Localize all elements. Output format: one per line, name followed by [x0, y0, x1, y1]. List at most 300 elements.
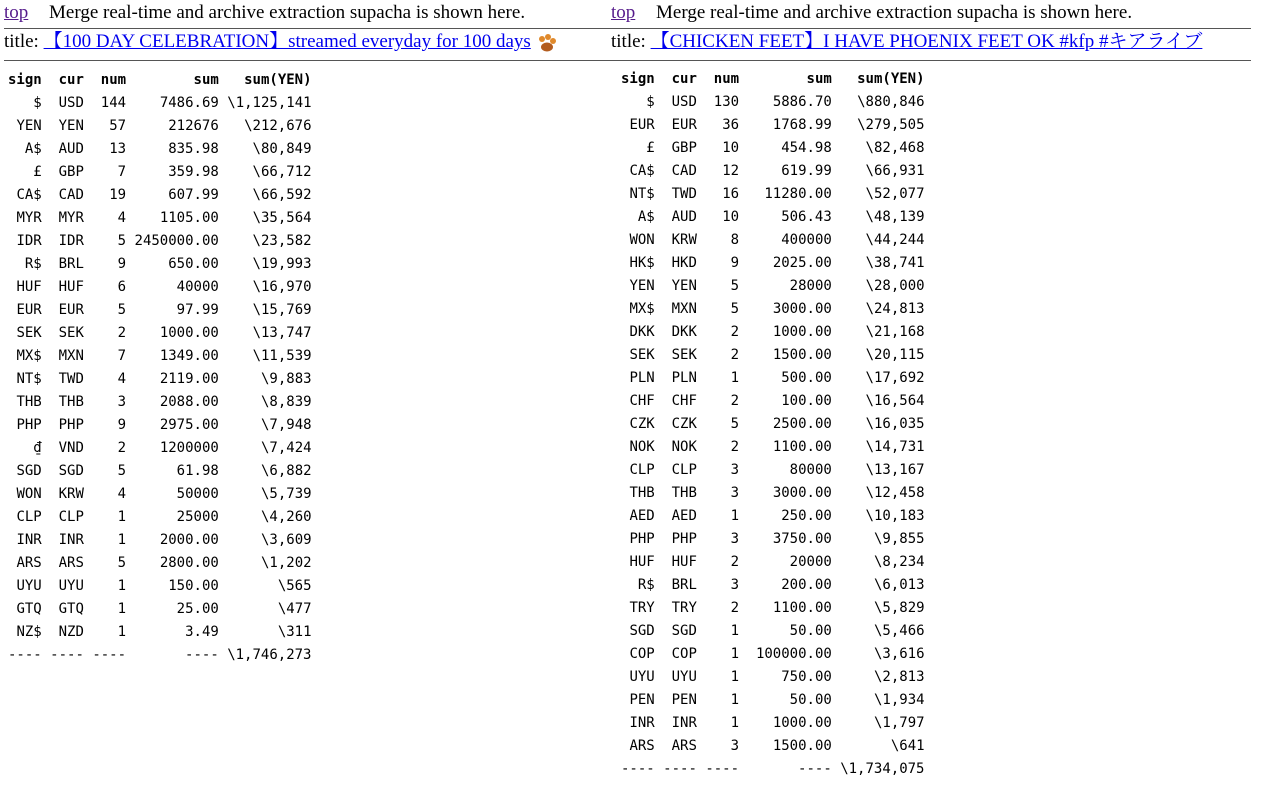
sign-cell: CLP: [629, 462, 655, 478]
right-pane: [611, 0, 1251, 792]
sum-yen-cell: \66,931: [865, 163, 925, 179]
currency-cell: THB: [671, 485, 697, 501]
sum-yen-cell: \35,564: [252, 210, 312, 226]
top-line: [4, 0, 611, 29]
currency-cell: GTQ: [58, 601, 84, 617]
sum-yen-cell: \1,125,141: [227, 95, 312, 111]
table-row: [621, 298, 1251, 321]
table-row: [8, 299, 611, 322]
currency-cell: COP: [671, 646, 697, 662]
currency-cell: SEK: [58, 325, 84, 341]
sum-yen-cell: \477: [277, 601, 312, 617]
currency-cell: KRW: [671, 232, 697, 248]
sum-yen-cell: \3,616: [873, 646, 925, 662]
table-row: [8, 483, 611, 506]
table-row: [621, 459, 1251, 482]
sum-cell: 2450000.00: [134, 233, 219, 249]
sum-yen-cell: \1,934: [873, 692, 925, 708]
currency-cell: GBP: [58, 164, 84, 180]
sign-cell: THB: [16, 394, 42, 410]
currency-cell: USD: [58, 95, 84, 111]
table-row: [8, 322, 611, 345]
currency-cell: CLP: [58, 509, 84, 525]
sum-yen-cell: \9,855: [873, 531, 925, 547]
count-cell: 2: [730, 347, 740, 363]
sign-cell: ----: [621, 761, 655, 777]
table-row: [621, 528, 1251, 551]
sum-yen-cell: \12,458: [865, 485, 925, 501]
stream-title-link[interactable]: 【CHICKEN FEET】I HAVE PHOENIX FEET OK #kfp #キアライブ: [650, 31, 1203, 52]
sum-yen-cell: \16,564: [865, 393, 925, 409]
table-row: [8, 414, 611, 437]
table-row: [8, 391, 611, 414]
currency-cell: ----: [50, 647, 84, 663]
sum-cell: 454.98: [781, 140, 832, 156]
count-cell: 1: [730, 370, 740, 386]
currency-cell: DKK: [671, 324, 697, 340]
table-row: [8, 276, 611, 299]
sign-cell: $: [33, 95, 42, 111]
sign-cell: COP: [629, 646, 655, 662]
currency-cell: CLP: [671, 462, 697, 478]
sum-yen-cell: \1,202: [260, 555, 312, 571]
sum-yen-cell: \48,139: [865, 209, 925, 225]
count-cell: 3: [730, 531, 740, 547]
sum-cell: 3000.00: [772, 485, 832, 501]
sign-cell: A$: [637, 209, 655, 225]
count-cell: 130: [713, 94, 740, 110]
table-row: [621, 206, 1251, 229]
sum-yen-cell: \13,747: [252, 325, 312, 341]
sum-yen-cell: \80,849: [252, 141, 312, 157]
sum-cell: 750.00: [781, 669, 832, 685]
table-row: [8, 529, 611, 552]
sum-cell: 100000.00: [755, 646, 832, 662]
count-cell: 8: [730, 232, 740, 248]
title-line: [611, 29, 1251, 61]
sum-cell: sum: [193, 72, 219, 88]
sum-cell: 1768.99: [772, 117, 832, 133]
table-total-row: [621, 758, 1251, 781]
sum-cell: 835.98: [168, 141, 219, 157]
sign-cell: MX$: [16, 348, 42, 364]
table-row: [621, 735, 1251, 758]
table-row: [621, 712, 1251, 735]
count-cell: 5: [117, 463, 127, 479]
table-row: [8, 161, 611, 184]
sum-yen-cell: \14,731: [865, 439, 925, 455]
table-row: [621, 413, 1251, 436]
top-link[interactable]: top: [4, 2, 29, 23]
count-cell: 1: [730, 692, 740, 708]
currency-cell: TWD: [58, 371, 84, 387]
count-cell: 144: [100, 95, 127, 111]
sign-cell: EUR: [16, 302, 42, 318]
table-row: [621, 275, 1251, 298]
currency-cell: GBP: [671, 140, 697, 156]
table-row: [8, 598, 611, 621]
count-cell: 5: [117, 555, 127, 571]
count-cell: num: [713, 71, 740, 87]
sign-cell: PLN: [629, 370, 655, 386]
table-row: [8, 460, 611, 483]
sum-yen-cell: \6,882: [260, 463, 312, 479]
count-cell: 1: [117, 509, 127, 525]
sum-cell: 2975.00: [159, 417, 219, 433]
count-cell: 1: [117, 532, 127, 548]
sum-yen-cell: \66,592: [252, 187, 312, 203]
header-description: Merge real-time and archive extraction supacha is shown here.: [49, 2, 526, 23]
sum-cell: 359.98: [168, 164, 219, 180]
top-link[interactable]: top: [611, 2, 636, 23]
sign-cell: MX$: [629, 301, 655, 317]
sum-yen-cell: \20,115: [865, 347, 925, 363]
count-cell: 4: [117, 371, 127, 387]
sum-yen-cell: \641: [890, 738, 925, 754]
sum-yen-cell: sum(YEN): [244, 72, 312, 88]
table-row: [621, 367, 1251, 390]
sum-yen-cell: \8,839: [260, 394, 312, 410]
sum-cell: ----: [185, 647, 219, 663]
table-row: [8, 184, 611, 207]
currency-cell: MXN: [58, 348, 84, 364]
count-cell: 1: [730, 508, 740, 524]
sum-yen-cell: \66,712: [252, 164, 312, 180]
currency-cell: CAD: [671, 163, 697, 179]
sum-yen-cell: \8,234: [873, 554, 925, 570]
sum-cell: 61.98: [176, 463, 219, 479]
header: [611, 0, 1251, 61]
count-cell: 3: [730, 485, 740, 501]
sum-cell: 1000.00: [159, 325, 219, 341]
sign-cell: SEK: [629, 347, 655, 363]
currency-cell: IDR: [58, 233, 84, 249]
sum-cell: 250.00: [781, 508, 832, 524]
sign-cell: HUF: [629, 554, 655, 570]
sum-cell: 1500.00: [772, 738, 832, 754]
currency-cell: PHP: [671, 531, 697, 547]
sign-cell: INR: [16, 532, 42, 548]
sum-cell: 506.43: [781, 209, 832, 225]
sign-cell: sign: [8, 72, 42, 88]
currency-cell: YEN: [671, 278, 697, 294]
sum-cell: 3.49: [185, 624, 219, 640]
count-cell: 5: [730, 301, 740, 317]
currency-cell: MYR: [58, 210, 84, 226]
sum-cell: 607.99: [168, 187, 219, 203]
table-header-row: [8, 69, 611, 92]
currency-cell: cur: [671, 71, 697, 87]
table-row: [621, 620, 1251, 643]
sum-cell: 400000: [781, 232, 832, 248]
table-row: [621, 137, 1251, 160]
sign-cell: SGD: [629, 623, 655, 639]
count-cell: 7: [117, 164, 127, 180]
sum-yen-cell: \9,883: [260, 371, 312, 387]
sum-yen-cell: \311: [277, 624, 312, 640]
currency-cell: AUD: [58, 141, 84, 157]
sign-cell: R$: [24, 256, 42, 272]
sign-cell: INR: [629, 715, 655, 731]
currency-cell: KRW: [58, 486, 84, 502]
sign-cell: NT$: [16, 371, 42, 387]
title-label: title:: [4, 31, 39, 52]
sum-yen-cell: \5,739: [260, 486, 312, 502]
count-cell: 3: [730, 462, 740, 478]
count-cell: 2: [117, 325, 127, 341]
sum-cell: 2025.00: [772, 255, 832, 271]
sum-yen-cell: \5,829: [873, 600, 925, 616]
sum-yen-cell: \1,734,075: [840, 761, 925, 777]
sum-yen-cell: \6,013: [873, 577, 925, 593]
currency-cell: EUR: [671, 117, 697, 133]
count-cell: 1: [730, 715, 740, 731]
currency-cell: PEN: [671, 692, 697, 708]
sum-yen-cell: \7,424: [260, 440, 312, 456]
currency-cell: HUF: [58, 279, 84, 295]
table-row: [8, 207, 611, 230]
count-cell: 4: [117, 486, 127, 502]
table-row: [621, 436, 1251, 459]
sum-cell: 28000: [789, 278, 832, 294]
count-cell: 13: [109, 141, 127, 157]
sum-yen-cell: \1,797: [873, 715, 925, 731]
currency-cell: CAD: [58, 187, 84, 203]
currency-cell: NOK: [671, 439, 697, 455]
sum-yen-cell: \16,970: [252, 279, 312, 295]
title-label: title:: [611, 31, 646, 52]
mascot-paw-icon: [536, 33, 558, 53]
sum-yen-cell: \82,468: [865, 140, 925, 156]
header-description: Merge real-time and archive extraction supacha is shown here.: [656, 2, 1133, 23]
sum-cell: 2088.00: [159, 394, 219, 410]
sum-yen-cell: \19,993: [252, 256, 312, 272]
sum-yen-cell: \7,948: [260, 417, 312, 433]
currency-cell: PHP: [58, 417, 84, 433]
sum-yen-cell: \15,769: [252, 302, 312, 318]
currency-cell: VND: [58, 440, 84, 456]
currency-cell: SGD: [58, 463, 84, 479]
sign-cell: CA$: [629, 163, 655, 179]
sign-cell: CHF: [629, 393, 655, 409]
sign-cell: ₫: [33, 440, 42, 456]
sum-cell: 650.00: [168, 256, 219, 272]
count-cell: 9: [730, 255, 740, 271]
sign-cell: YEN: [629, 278, 655, 294]
count-cell: 2: [730, 600, 740, 616]
sign-cell: PEN: [629, 692, 655, 708]
sum-cell: 2500.00: [772, 416, 832, 432]
sum-cell: 150.00: [168, 578, 219, 594]
count-cell: 5: [117, 233, 127, 249]
table-row: [8, 368, 611, 391]
count-cell: 5: [117, 302, 127, 318]
sum-yen-cell: sum(YEN): [857, 71, 925, 87]
sign-cell: $: [646, 94, 655, 110]
sum-yen-cell: \28,000: [865, 278, 925, 294]
currency-cell: YEN: [58, 118, 84, 134]
table-row: [621, 482, 1251, 505]
sign-cell: ----: [8, 647, 42, 663]
sum-cell: 1100.00: [772, 600, 832, 616]
sum-cell: 1349.00: [159, 348, 219, 364]
sum-yen-cell: \13,167: [865, 462, 925, 478]
count-cell: 1: [730, 623, 740, 639]
count-cell: 1: [730, 669, 740, 685]
currency-cell: ----: [663, 761, 697, 777]
count-cell: 2: [117, 440, 127, 456]
sum-cell: 500.00: [781, 370, 832, 386]
sum-cell: 50.00: [789, 692, 832, 708]
table-row: [621, 114, 1251, 137]
table-row: [621, 597, 1251, 620]
table-row: [621, 643, 1251, 666]
count-cell: 10: [722, 209, 740, 225]
sign-cell: sign: [621, 71, 655, 87]
currency-cell: UYU: [671, 669, 697, 685]
sum-cell: 1000.00: [772, 715, 832, 731]
table-row: [8, 115, 611, 138]
sum-yen-cell: \279,505: [857, 117, 925, 133]
currency-cell: TRY: [671, 600, 697, 616]
sign-cell: TRY: [629, 600, 655, 616]
sign-cell: AED: [629, 508, 655, 524]
sum-cell: 1500.00: [772, 347, 832, 363]
sum-yen-cell: \11,539: [252, 348, 312, 364]
currency-cell: CHF: [671, 393, 697, 409]
currency-cell: NZD: [58, 624, 84, 640]
sum-cell: sum: [806, 71, 832, 87]
sign-cell: MYR: [16, 210, 42, 226]
sum-cell: 40000: [176, 279, 219, 295]
sum-yen-cell: \3,609: [260, 532, 312, 548]
sign-cell: HK$: [629, 255, 655, 271]
sum-yen-cell: \24,813: [865, 301, 925, 317]
currency-cell: HUF: [671, 554, 697, 570]
table-row: [8, 345, 611, 368]
table-row: [8, 437, 611, 460]
top-line: [611, 0, 1251, 29]
sum-yen-cell: \17,692: [865, 370, 925, 386]
table-row: [8, 621, 611, 644]
sum-cell: 50.00: [789, 623, 832, 639]
sum-cell: 1000.00: [772, 324, 832, 340]
stream-title-link[interactable]: 【100 DAY CELEBRATION】streamed everyday for 100 days: [43, 31, 531, 52]
table-row: [8, 253, 611, 276]
table-row: [621, 91, 1251, 114]
currency-cell: BRL: [671, 577, 697, 593]
currency-cell: CZK: [671, 416, 697, 432]
left-pane: [0, 0, 612, 672]
sum-cell: 20000: [789, 554, 832, 570]
sign-cell: UYU: [16, 578, 42, 594]
sum-yen-cell: \21,168: [865, 324, 925, 340]
table-total-row: [8, 644, 611, 667]
table-row: [8, 92, 611, 115]
currency-cell: INR: [671, 715, 697, 731]
sum-yen-cell: \880,846: [857, 94, 925, 110]
sum-yen-cell: \52,077: [865, 186, 925, 202]
sign-cell: IDR: [16, 233, 42, 249]
sum-cell: ----: [798, 761, 832, 777]
sum-yen-cell: \23,582: [252, 233, 312, 249]
count-cell: 7: [117, 348, 127, 364]
sign-cell: ARS: [16, 555, 42, 571]
sign-cell: HUF: [16, 279, 42, 295]
count-cell: 5: [730, 278, 740, 294]
sum-cell: 80000: [789, 462, 832, 478]
sum-yen-cell: \565: [277, 578, 312, 594]
sign-cell: CLP: [16, 509, 42, 525]
sum-cell: 50000: [176, 486, 219, 502]
currency-cell: SGD: [671, 623, 697, 639]
table-row: [8, 138, 611, 161]
sum-cell: 619.99: [781, 163, 832, 179]
sign-cell: GTQ: [16, 601, 42, 617]
sum-cell: 25.00: [176, 601, 219, 617]
currency-cell: TWD: [671, 186, 697, 202]
count-cell: 16: [722, 186, 740, 202]
currency-cell: AUD: [671, 209, 697, 225]
count-cell: 2: [730, 393, 740, 409]
sum-yen-cell: \5,466: [873, 623, 925, 639]
sum-yen-cell: \1,746,273: [227, 647, 312, 663]
currency-cell: MXN: [671, 301, 697, 317]
sign-cell: UYU: [629, 669, 655, 685]
sign-cell: CA$: [16, 187, 42, 203]
sum-cell: 1105.00: [159, 210, 219, 226]
sign-cell: SEK: [16, 325, 42, 341]
sum-cell: 2119.00: [159, 371, 219, 387]
sum-cell: 2800.00: [159, 555, 219, 571]
count-cell: 3: [117, 394, 127, 410]
sign-cell: YEN: [16, 118, 42, 134]
sign-cell: NT$: [629, 186, 655, 202]
count-cell: 2: [730, 439, 740, 455]
currency-cell: PLN: [671, 370, 697, 386]
sum-yen-cell: \16,035: [865, 416, 925, 432]
currency-cell: THB: [58, 394, 84, 410]
currency-cell: UYU: [58, 578, 84, 594]
table-row: [8, 575, 611, 598]
sum-yen-cell: \212,676: [244, 118, 312, 134]
currency-cell: HKD: [671, 255, 697, 271]
sign-cell: £: [33, 164, 42, 180]
table-row: [621, 229, 1251, 252]
sign-cell: PHP: [16, 417, 42, 433]
sign-cell: ARS: [629, 738, 655, 754]
table-row: [621, 689, 1251, 712]
count-cell: 9: [117, 417, 127, 433]
supacha-table: [611, 61, 1251, 781]
sum-cell: 200.00: [781, 577, 832, 593]
table-row: [8, 230, 611, 253]
sign-cell: PHP: [629, 531, 655, 547]
sum-yen-cell: \44,244: [865, 232, 925, 248]
currency-cell: ARS: [671, 738, 697, 754]
currency-cell: AED: [671, 508, 697, 524]
count-cell: 3: [730, 738, 740, 754]
sum-yen-cell: \4,260: [260, 509, 312, 525]
count-cell: 4: [117, 210, 127, 226]
supacha-table: [0, 61, 611, 667]
sign-cell: £: [646, 140, 655, 156]
table-row: [8, 506, 611, 529]
count-cell: 2: [730, 554, 740, 570]
sign-cell: NZ$: [16, 624, 42, 640]
sign-cell: WON: [629, 232, 655, 248]
sign-cell: DKK: [629, 324, 655, 340]
